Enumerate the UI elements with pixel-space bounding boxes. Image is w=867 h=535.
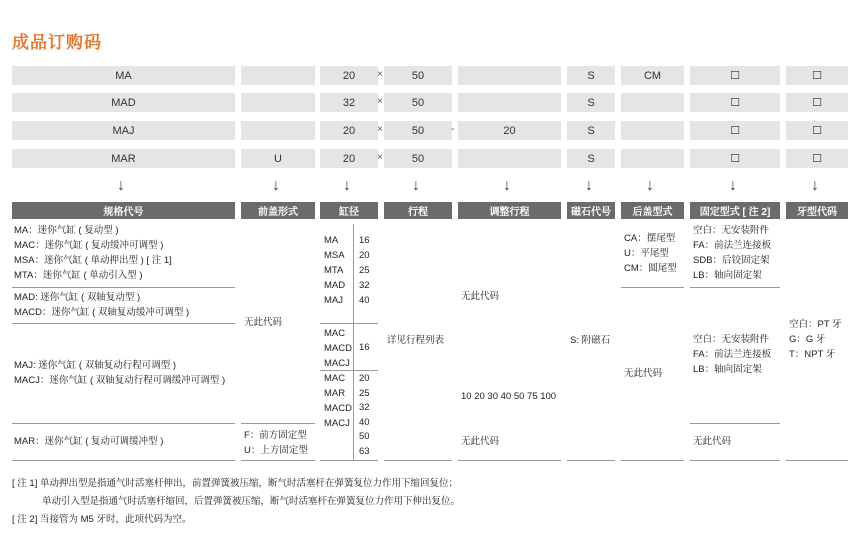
code-bore-cell: 32: [320, 93, 378, 112]
bore-model: MACD: [324, 343, 352, 354]
bore-model: MAD: [324, 280, 346, 291]
spec-line: MAD: 迷你气缸 ( 双轴复动型 ): [14, 292, 141, 303]
bore-model: MACJ: [324, 418, 350, 429]
code-spec-cell: MA: [12, 66, 235, 85]
code-magnet-cell: S: [567, 66, 615, 85]
code-mount-cell: ☐: [690, 121, 780, 140]
code-thread-cell: ☐: [786, 93, 848, 112]
bore-model: MAC: [324, 373, 346, 384]
bore-model: MTA: [324, 265, 344, 276]
divider: [241, 460, 315, 461]
code-stroke-cell: 50: [384, 93, 452, 112]
bore-size: 16: [359, 235, 370, 246]
code-magnet-cell: S: [567, 93, 615, 112]
header-stroke: 行程: [384, 202, 452, 219]
spec-line: MSA：迷你气缸 ( 单动押出型 ) [ 注 1]: [14, 255, 172, 266]
rear-none: 无此代码: [624, 368, 663, 379]
bore-model: MAR: [324, 388, 346, 399]
bore-size: 32: [359, 402, 370, 413]
down-arrow-icon: ↓: [272, 177, 280, 194]
spec-line: MAC：迷你气缸 ( 复动缓冲可调型 ): [14, 240, 164, 251]
spec-line: MAJ: 迷你气缸 ( 双轴复动行程可调型 ): [14, 360, 177, 371]
bore-model: MACD: [324, 403, 352, 414]
bore-size: 25: [359, 387, 370, 399]
code-cover-cell: [241, 121, 315, 140]
mount-option: SDB：后铰固定架: [693, 255, 770, 266]
mount-option: 空白：无安装附件: [693, 225, 770, 236]
divider: [12, 287, 235, 288]
code-rear-cell: CM: [621, 66, 684, 85]
note-2: [ 注 2] 当接管为 M5 牙时，此项代码为空。: [12, 514, 192, 525]
down-arrow-icon: ↓: [412, 177, 420, 194]
adjust-list: 10 20 30 40 50 75 100: [461, 391, 557, 402]
divider: [458, 460, 561, 461]
code-cover-cell: [241, 93, 315, 112]
cover-none: 无此代码: [244, 317, 283, 328]
code-stroke-cell: 50: [384, 121, 452, 140]
bore-size: 40: [359, 295, 370, 306]
code-bore-cell: 20: [320, 149, 378, 168]
mount-option: LB：轴向固定架: [693, 364, 762, 375]
code-magnet-cell: S: [567, 121, 615, 140]
code-mount-cell: ☐: [690, 93, 780, 112]
code-cover-cell: U: [241, 149, 315, 168]
rear-option: U：平尾型: [624, 248, 669, 259]
divider: [567, 460, 615, 461]
stroke-text: 详见行程列表: [387, 335, 445, 346]
down-arrow-icon: ↓: [646, 177, 654, 194]
down-arrow-icon: ↓: [343, 177, 351, 194]
page-title: 成品订购码: [12, 33, 102, 52]
down-arrow-icon: ↓: [729, 177, 737, 194]
bore-model: MSA: [324, 250, 345, 261]
magnet-text: S: 附磁石: [570, 335, 611, 346]
divider: [241, 423, 315, 424]
header-rear: 后盖型式: [621, 202, 684, 219]
header-mount: 固定型式 [ 注 2]: [690, 202, 780, 219]
adjust-none: 无此代码: [461, 436, 500, 447]
spec-line: MAR：迷你气缸 ( 复动可调缓冲型 ): [14, 436, 164, 447]
header-adjust: 调整行程: [458, 202, 561, 219]
bore-size: 16: [359, 342, 370, 353]
bore-size: 32: [359, 280, 370, 291]
bore-model: MA: [324, 235, 339, 246]
code-bore-cell: 20: [320, 121, 378, 140]
code-adjust-cell: [458, 66, 561, 85]
divider: [12, 460, 235, 461]
rear-option: CA：摆尾型: [624, 233, 676, 244]
mount-option: LB：轴向固定架: [693, 270, 762, 281]
down-arrow-icon: ↓: [811, 177, 819, 194]
divider: [320, 370, 378, 371]
code-spec-cell: MAD: [12, 93, 235, 112]
code-spec-cell: MAJ: [12, 121, 235, 140]
code-adjust-cell: [458, 93, 561, 112]
divider: [12, 423, 235, 424]
code-bore-cell: 20: [320, 66, 378, 85]
divider: [690, 287, 780, 288]
code-thread-cell: ☐: [786, 149, 848, 168]
code-spec-cell: MAR: [12, 149, 235, 168]
mount-option: 空白：无安装附件: [693, 334, 770, 345]
divider: [690, 423, 780, 424]
code-thread-cell: ☐: [786, 121, 848, 140]
divider: [12, 323, 235, 324]
code-stroke-cell: 50: [384, 66, 452, 85]
code-adjust-cell: 20: [458, 121, 561, 140]
code-magnet-cell: S: [567, 149, 615, 168]
spec-line: MACJ：迷你气缸 ( 双轴复动行程可调缓冲可调型 ): [14, 375, 226, 386]
rear-option: CM：圆尾型: [624, 263, 677, 274]
note-1: [ 注 1] 单动押出型是指通气时活塞杆伸出，前置弹簧被压缩，断气时活塞杆在弹簧复位力作用下缩回复位；: [12, 478, 458, 489]
code-adjust-cell: [458, 149, 561, 168]
adjust-none: 无此代码: [461, 291, 500, 302]
code-x-cell: ×: [377, 96, 383, 107]
bore-model: MACJ: [324, 358, 350, 369]
mount-option: FA：前法兰连接板: [693, 240, 772, 251]
divider: [320, 323, 378, 324]
code-rear-cell: [621, 121, 684, 140]
divider: [621, 460, 684, 461]
bore-size: 50: [359, 431, 370, 442]
code-x-cell: ×: [377, 124, 383, 135]
code-rear-cell: [621, 93, 684, 112]
code-thread-cell: ☐: [786, 66, 848, 85]
divider: [320, 460, 378, 461]
bore-model: MAC: [324, 328, 346, 339]
code-x-cell: ×: [377, 152, 383, 163]
bore-size: 20: [359, 373, 370, 384]
bore-size: 25: [359, 265, 370, 276]
code-rear-cell: [621, 149, 684, 168]
cover-option: F：前方固定型: [244, 430, 307, 441]
code-stroke-cell: 50: [384, 149, 452, 168]
spec-line: MACD：迷你气缸 ( 双轴复动缓冲可调型 ): [14, 307, 190, 318]
code-dash-cell: -: [451, 124, 455, 135]
code-cover-cell: [241, 66, 315, 85]
down-arrow-icon: ↓: [503, 177, 511, 194]
spec-line: MA：迷你气缸 ( 复动型 ): [14, 225, 119, 236]
thread-option: G：G 牙: [789, 334, 826, 345]
header-magnet: 磁石代号: [567, 202, 615, 219]
mount-option: FA：前法兰连接板: [693, 349, 772, 360]
code-mount-cell: ☐: [690, 66, 780, 85]
divider: [384, 460, 452, 461]
mount-none: 无此代码: [693, 436, 732, 447]
divider: [690, 460, 780, 461]
note-1-cont: 单动引入型是指通气时活塞杆缩回，后置弹簧被压缩，断气时活塞杆在弹簧复位力作用下伸出复位。: [42, 496, 461, 507]
thread-option: T：NPT 牙: [789, 349, 836, 360]
divider: [786, 460, 848, 461]
header-spec: 规格代号: [12, 202, 235, 219]
bore-size: 63: [359, 445, 370, 457]
divider: [621, 287, 684, 288]
header-thread: 牙型代码: [786, 202, 848, 219]
code-x-cell: ×: [377, 69, 383, 80]
down-arrow-icon: ↓: [585, 177, 593, 194]
thread-option: 空白：PT 牙: [789, 319, 842, 330]
cover-option: U：上方固定型: [244, 445, 308, 456]
bore-divider: [353, 224, 354, 460]
bore-model: MAJ: [324, 295, 343, 306]
header-bore: 缸径: [320, 202, 378, 219]
down-arrow-icon: ↓: [117, 177, 125, 194]
spec-line: MTA：迷你气缸 ( 单动引入型 ): [14, 270, 143, 281]
code-mount-cell: ☐: [690, 149, 780, 168]
bore-size: 20: [359, 250, 370, 261]
bore-size: 40: [359, 416, 370, 428]
header-cover: 前盖形式: [241, 202, 315, 219]
